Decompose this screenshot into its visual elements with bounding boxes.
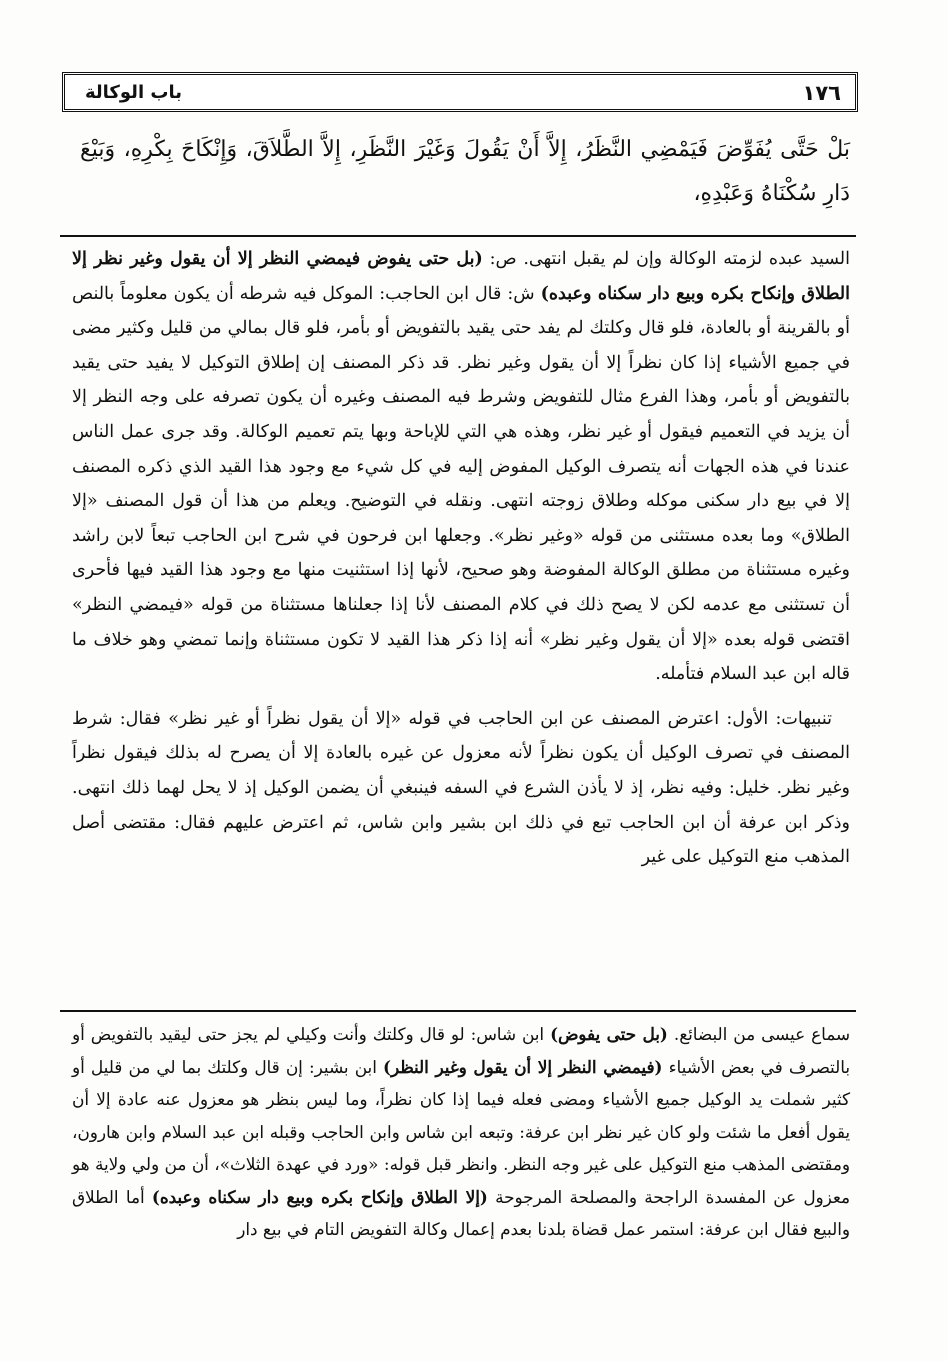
footnote-text: سماع عيسى من البضائع. xyxy=(667,1024,850,1044)
footnote-quote: (إلا الطلاق وإنكاح بكره وبيع دار سكناه وعبده) xyxy=(151,1186,488,1207)
footnote-text: أما الطلاق والبيع فقال ابن عرفة: استمر عمل قضاة بلدنا بعدم إعمال وكالة التفويض التام في بيع دار xyxy=(72,1186,850,1239)
chapter-title: باب الوكالة xyxy=(85,82,182,103)
commentary-text: السيد عبده لزمته الوكالة وإن لم يقبل انتهى. ص: xyxy=(482,249,851,269)
quoted-matn: (بل حتى يفوض فيمضي النظر إلا أن يقول وغير نظر إلا الطلاق وإنكاح بكره وبيع دار سكناه وعبده) xyxy=(72,249,851,304)
footnote-text: ابن شاس: لو قال وكلتك وأنت وكيلي لم يجز حتى ليقيد بالتفويض أو بالتصرف في بعض الأشياء xyxy=(72,1024,851,1077)
divider-footnote xyxy=(60,1010,856,1012)
footnote-body xyxy=(72,1018,850,1246)
footnote-quote: (فيمضي النظر إلا أن يقول وغير النظر) xyxy=(383,1056,663,1077)
footnote-quote: (بل حتى يفوض) xyxy=(550,1024,668,1044)
page-number: ١٧٦ xyxy=(802,81,841,105)
commentary-paragraph-2: تنبيهات: الأول: اعترض المصنف عن ابن الحاجب في قوله «إلا أن يقول نظراً أو غير نظر» فقال: شرط المصنف في تصرف الوكيل أن يكون نظراً لأنه معزول عن غيره بالعادة إلا أن يصرح له بذلك فيقول نظراً وغير نظر. خليل: وفيه نظر، إذ لا يأذن الشرع في السفه فينبغي أن يضمن الوكيل إذ لا يحل لهما ذلك انتهى. وذكر ابن عرفة أن ابن الحاجب تبع في ذلك ابن بشير وابن شاس، ثم اعترض عليهم فقال: مقتضى أصل المذهب منع التوكيل على غير xyxy=(72,708,850,868)
commentary-body xyxy=(72,242,850,875)
page-header xyxy=(62,72,858,112)
commentary-text: ش: قال ابن الحاجب: الموكل فيه شرطه أن يكون معلوماً بالنص أو بالقرينة أو بالعادة، فلو قال وكلتك لم يفد حتى يقيد بالتفويض أو بأمر، فلو قال بمالي من قليل وكثير مضى في جميع الأشياء إذا كان نظراً إلا أن يقول وغير نظر. قد ذكر المصنف إن إطلاق التوكيل لا يفيد حتى يقيد بالتفويض أو بأمر، وهذا الفرع مثال للتفويض وشرط فيه المصنف وغيره أن يكون تصرفه على وجه النظر إلا أن يزيد في التعميم فيقول أو غير نظر، وهذه هي التي للإباحة وبها يتم تعميم الوكالة. وقد جرى عمل الناس عندنا في هذه الجهات أنه يتصرف الوكيل المفوض إليه في كل شيء مع وجود هذا القيد الذي ذكره المصنف إلا في بيع دار سكنى موكله وطلاق زوجته انتهى. ونقله في التوضيح. ويعلم من هذا أن قول المصنف «إلا الطلاق» وما بعده مستثنى من قوله «وغير نظر». وجعلها ابن فرحون في شرح ابن الحاجب تبعاً لابن راشد وغيره مستثناة من مطلق الوكالة المفوضة وهو صحيح، لأنها إذا استثنيت منها مع وجود هذا القيد فيها فأحرى أن تستثنى مع عدمه لكن لا يصح ذلك في كلام المصنف لأنا إذا جعلناها مستثناة من قوله «فيمضي النظر» اقتضى قوله بعده «إلا أن يقول وغير نظر» أنه إذا ذكر هذا القيد لا تكون مستثناة وإنما تمضي وهو خلاف ما قاله ابن عبد السلام فتأمله. xyxy=(72,283,850,685)
divider-matn xyxy=(60,235,856,237)
commentary-paragraph-1 xyxy=(72,242,850,692)
footnote-paragraph xyxy=(72,1018,850,1246)
matn-text: بَلْ حَتَّى يُفَوِّضَ فَيَمْضِي النَّظَرُ، إِلاَّ أَنْ يَقُولَ وَغَيْرَ النَّظَرِ، إِلاَّ الطَّلاَقَ، وَإِنْكَاحَ بِكْرِهِ، وَبَيْعَ دَارِ سُكْنَاهُ وَعَبْدِهِ، xyxy=(80,137,850,206)
footnote-text: ابن بشير: إن قال وكلتك بما لي من قليل أو كثير شملت يد الوكيل جميع الأشياء ومضى فعله فيما إذا كان نظراً، وما ليس بنظر هو معزول عنه عادة إلا أن يقول أفعل ما شئت ولو كان غير نظر ابن عرفة: وتبعه ابن شاس وابن الحاجب وقبله ابن عبد السلام وابن هارون، ومقتضى المذهب منع التوكيل على غير وجه النظر. وانظر قبل قوله: «ورد في عهدة الثلاث»، أن من ولي ولاية هو معزول عن المفسدة الراجحة والمصلحة المرجوحة xyxy=(72,1056,850,1207)
